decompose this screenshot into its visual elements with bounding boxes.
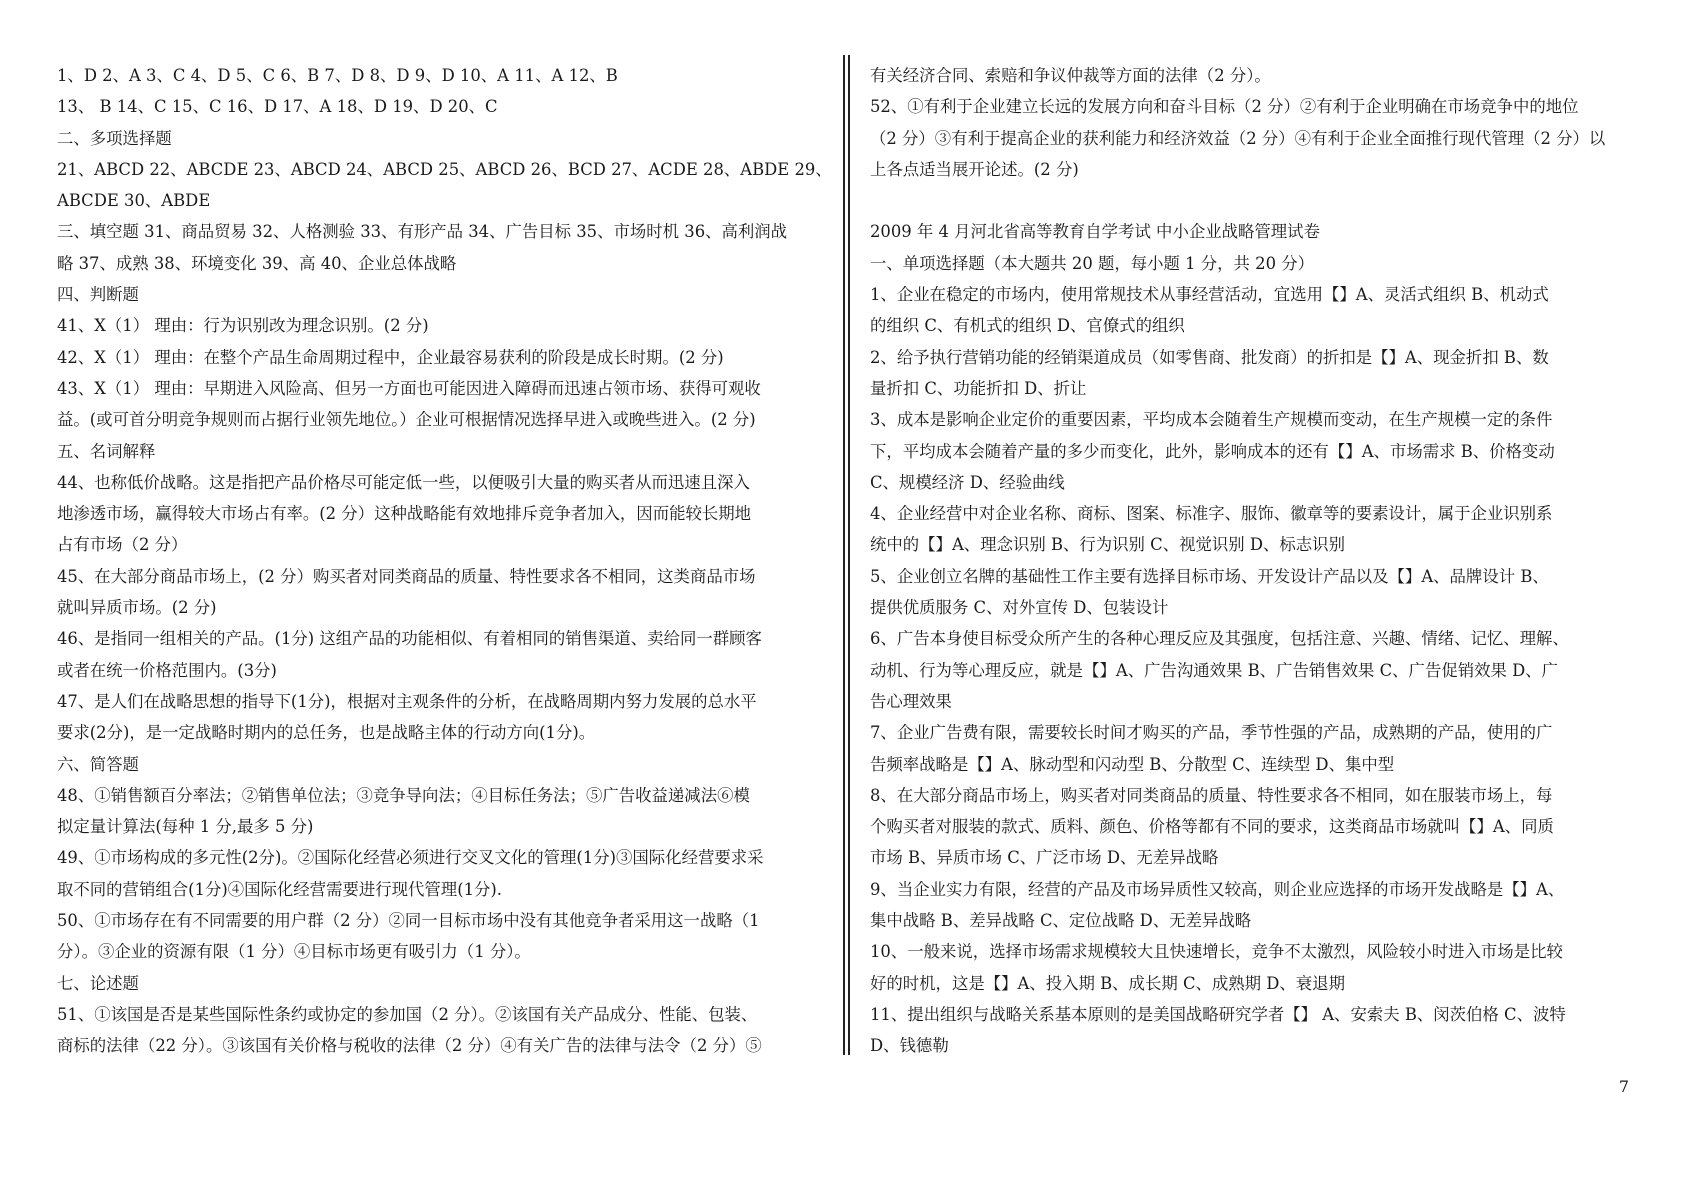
- left-column-text-line: 50、①市场存在有不同需要的用户群（2 分）②同一目标市场中没有其他竞争者采用这一战略（1: [57, 911, 760, 931]
- right-column-text-line: 3、成本是影响企业定价的重要因素，平均成本会随着生产规模而变动，在生产规模一定的条件: [870, 410, 1553, 430]
- right-column-text-line: 的组织 C、有机式的组织 D、官僚式的组织: [870, 316, 1185, 336]
- right-column-text-line: （2 分）③有利于提高企业的获利能力和经济效益（2 分）④有利于企业全面推行现代管理（2 分）以: [870, 128, 1606, 148]
- right-column-text-line: 好的时机，这是【】A、投入期 B、成长期 C、成熟期 D、衰退期: [870, 973, 1345, 993]
- left-column-text-line: 五、名词解释: [57, 441, 156, 461]
- left-column-text-line: 益。(或可首分明竞争规则而占据行业领先地位。）企业可根据情况选择早进入或晚些进入。(2 分): [57, 410, 756, 430]
- page-number: 7: [1618, 1077, 1629, 1096]
- right-column-text-line: 9、当企业实力有限，经营的产品及市场异质性又较高，则企业应选择的市场开发战略是【】A、: [870, 879, 1565, 899]
- right-column-text-line: 量折扣 C、功能折扣 D、折让: [870, 378, 1087, 398]
- left-column-text-line: 44、也称低价战略。这是指把产品价格尽可能定低一些，以便吸引大量的购买者从而迅速且深入: [57, 472, 750, 492]
- left-column-text-line: 47、是人们在战略思想的指导下(1分)，根据对主观条件的分析，在战略周期内努力发展的总水平: [57, 691, 757, 711]
- left-column-text-line: 四、判断题: [57, 285, 139, 305]
- right-column-text-line: 统中的【】A、理念识别 B、行为识别 C、视觉识别 D、标志识别: [870, 535, 1345, 555]
- right-column-text-line: 一、单项选择题（本大题共 20 题，每小题 1 分，共 20 分）: [870, 253, 1314, 273]
- right-column-text-line: 市场 B、异质市场 C、广泛市场 D、无差异战略: [870, 848, 1219, 868]
- left-column-text-line: 43、X（1） 理由：早期进入风险高、但另一方面也可能因进入障碍而迅速占领市场、获得可观收: [57, 378, 761, 398]
- left-column-text-line: 42、X（1） 理由：在整个产品生命周期过程中，企业最容易获利的阶段是成长时期。(2 分): [57, 347, 724, 367]
- right-column-text-line: 告心理效果: [870, 691, 952, 711]
- right-column-text-line: 2009 年 4 月河北省高等教育自学考试 中小企业战略管理试卷: [870, 222, 1320, 242]
- right-column-text-line: 10、一般来说，选择市场需求规模较大且快速增长，竞争不太激烈，风险较小时进入市场是比较: [870, 942, 1563, 962]
- left-column-text-line: 21、ABCD 22、ABCDE 23、ABCD 24、ABCD 25、ABCD 26、BCD 27、ACDE 28、ABDE 29、: [57, 159, 832, 179]
- right-column-text-line: 下，平均成本会随着产量的多少而变化，此外，影响成本的还有【】A、市场需求 B、价格变动: [870, 441, 1555, 461]
- left-column-text-line: 49、①市场构成的多元性(2分)。②国际化经营必须进行交叉文化的管理(1分)③国际化经营要求采: [57, 848, 764, 868]
- left-column-text-line: 51、①该国是否是某些国际性条约或协定的参加国（2 分）。②该国有关产品成分、性能、包装、: [57, 1004, 758, 1024]
- right-column-text-line: 集中战略 B、差异战略 C、定位战略 D、无差异战略: [870, 911, 1252, 931]
- right-column-text-line: 11、提出组织与战略关系基本原则的是美国战略研究学者【】 A、安索夫 B、闵茨伯格 C、波特: [870, 1004, 1566, 1024]
- left-column-text-line: 就叫异质市场。(2 分): [57, 598, 217, 618]
- right-column-text-line: 8、在大部分商品市场上，购买者对同类商品的质量、特性要求各不相同，如在服装市场上，每: [870, 785, 1553, 805]
- right-column-blank-line: [870, 185, 1632, 216]
- left-column-text-line: 48、①销售额百分率法；②销售单位法；③竞争导向法；④目标任务法；⑤广告收益递减法⑥模: [57, 785, 750, 805]
- right-column-text-line: D、钱德勒: [870, 1036, 949, 1056]
- left-column-text-line: 46、是指同一组相关的产品。(1分) 这组产品的功能相似、有着相同的销售渠道、卖给同一群顾客: [57, 629, 762, 649]
- right-column-text-line: 1、企业在稳定的市场内，使用常规技术从事经营活动，宜选用【】A、灵活式组织 B、机动式: [870, 285, 1549, 305]
- left-column-text-line: 或者在统一价格范围内。(3分): [57, 660, 277, 680]
- left-column-text-line: 商标的法律（22 分）。③该国有关价格与税收的法律（2 分）④有关广告的法律与法令（2 分）⑤: [57, 1036, 762, 1056]
- right-column-text-line: 5、企业创立名牌的基础性工作主要有选择目标市场、开发设计产品以及【】A、品牌设计 B、: [870, 566, 1549, 586]
- left-column-text-line: 三、填空题 31、商品贸易 32、人格测验 33、有形产品 34、广告目标 35、市场时机 36、高利润战: [57, 222, 788, 242]
- right-column-text-line: 告频率战略是【】A、脉动型和闪动型 B、分散型 C、连续型 D、集中型: [870, 754, 1395, 774]
- right-column-text-line: 动机、行为等心理反应，就是【】A、广告沟通效果 B、广告销售效果 C、广告促销效果 D、广: [870, 660, 1559, 680]
- left-column-text-line: 13、 B 14、C 15、C 16、D 17、A 18、D 19、D 20、C: [57, 97, 498, 117]
- right-column-text-line: 2、给予执行营销功能的经销渠道成员（如零售商、批发商）的折扣是【】A、现金折扣 B、数: [870, 347, 1549, 367]
- right-column-text-line: 个购买者对服装的款式、质料、颜色、价格等都有不同的要求，这类商品市场就叫【】A、同质: [870, 817, 1554, 837]
- left-column-text-line: 二、多项选择题: [57, 128, 172, 148]
- left-column-text-line: 分）。③企业的资源有限（1 分）④目标市场更有吸引力（1 分）。: [57, 942, 531, 962]
- left-column-text-line: 45、在大部分商品市场上，(2 分）购买者对同类商品的质量、特性要求各不相同，这类商品市场: [57, 566, 756, 586]
- right-column-text-line: 6、广告本身使目标受众所产生的各种心理反应及其强度，包括注意、兴趣、情绪、记忆、理解、: [870, 629, 1569, 649]
- left-column-text-line: 地渗透市场，赢得较大市场占有率。(2 分）这种战略能有效地排斥竞争者加入，因而能较长期地: [57, 504, 752, 524]
- column-divider: [843, 55, 851, 1055]
- right-column-text-line: C、规模经济 D、经验曲线: [870, 472, 1065, 492]
- right-column-text-line: 提供优质服务 C、对外宣传 D、包装设计: [870, 598, 1169, 618]
- right-column-text-line: 有关经济合同、索赔和争议仲裁等方面的法律（2 分）。: [870, 66, 1271, 85]
- left-column-text-line: ABCDE 30、ABDE: [57, 191, 211, 211]
- right-column-text-line: 4、企业经营中对企业名称、商标、图案、标准字、服饰、徽章等的要素设计，属于企业识别系: [870, 504, 1553, 524]
- right-column-text-line: 上各点适当展开论述。(2 分): [870, 159, 1079, 179]
- left-column-text-line: 略 37、成熟 38、环境变化 39、高 40、企业总体战略: [57, 253, 457, 273]
- left-column: [57, 60, 832, 1062]
- left-column-text-line: 占有市场（2 分）: [57, 535, 188, 555]
- left-column-text-line: 要求(2分)，是一定战略时期内的总任务，也是战略主体的行动方向(1分)。: [57, 723, 596, 743]
- right-column: [870, 60, 1632, 1062]
- right-column-text-line: 52、①有利于企业建立长远的发展方向和奋斗目标（2 分）②有利于企业明确在市场竞争中的地位: [870, 97, 1579, 117]
- left-column-text-line: 七、论述题: [57, 973, 139, 993]
- left-column-text-line: 取不同的营销组合(1分)④国际化经营需要进行现代管理(1分).: [57, 879, 503, 899]
- right-column-text-line: 7、企业广告费有限，需要较长时间才购买的产品，季节性强的产品，成熟期的产品，使用的广: [870, 723, 1553, 743]
- left-column-text-line: 41、X（1） 理由：行为识别改为理念识别。(2 分): [57, 316, 429, 336]
- left-column-text-line: 拟定量计算法(每种 1 分,最多 5 分): [57, 817, 314, 837]
- left-column-text-line: 1、D 2、A 3、C 4、D 5、C 6、B 7、D 8、D 9、D 10、A 11、A 12、B: [57, 66, 618, 85]
- left-column-text-line: 六、简答题: [57, 754, 139, 774]
